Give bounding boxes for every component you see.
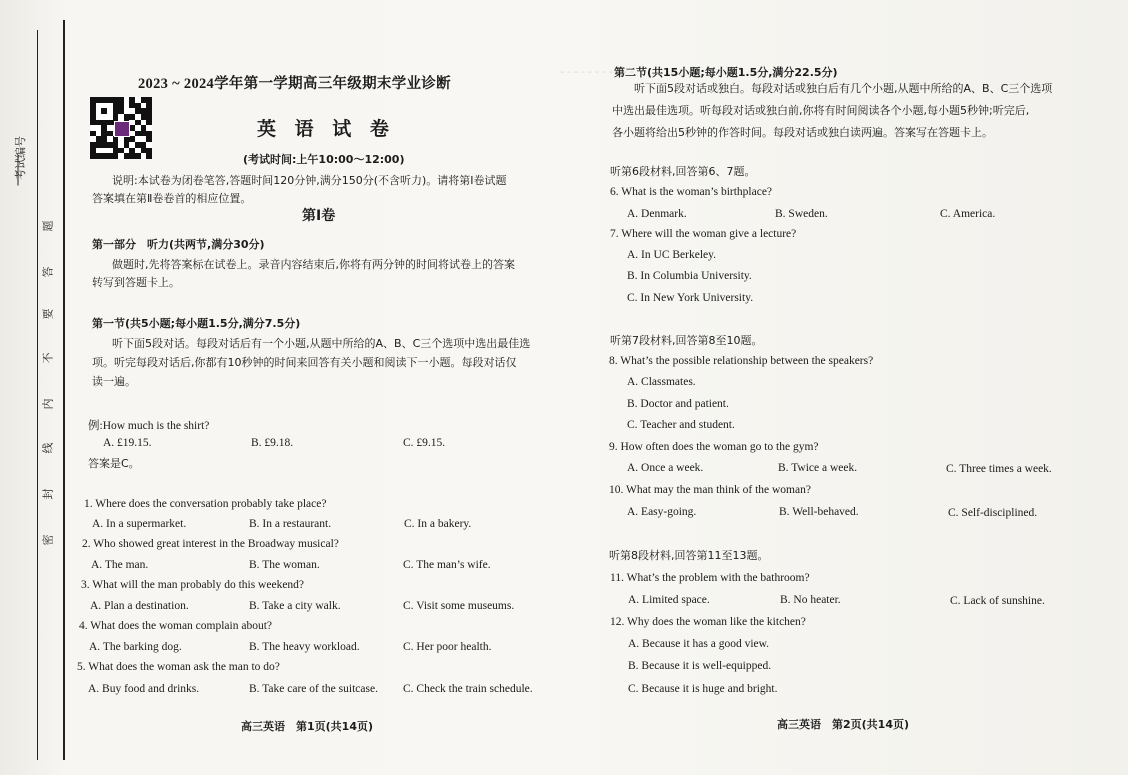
page-footer-left: 高三英语 第1页(共14页)	[241, 720, 374, 733]
section2-intro-line-3: 各小题将给出5秒钟的作答时间。每段对话或独白读两遍。答案写在答题卡上。	[612, 126, 993, 139]
binding-char: 封	[41, 488, 55, 500]
binding-char: 不	[41, 352, 55, 364]
question-6: 6. What is the woman’s birthplace?	[610, 186, 773, 198]
q9-option-c: C. Three times a week.	[946, 463, 1052, 475]
binding-char: 题	[41, 220, 55, 232]
q12-option-c: C. Because it is huge and bright.	[628, 683, 778, 695]
group-7-lead: 听第7段材料,回答第8至10题。	[610, 334, 763, 347]
binding-char: 线	[41, 442, 55, 454]
q9-option-b: B. Twice a week.	[778, 462, 858, 474]
q12-option-b: B. Because it is well-equipped.	[628, 660, 772, 672]
q1-option-a: A. In a supermarket.	[92, 518, 187, 530]
q3-option-b: B. Take a city walk.	[249, 600, 341, 612]
group-8-lead: 听第8段材料,回答第11至13题。	[609, 549, 769, 562]
question-8: 8. What’s the possible relationship between the speakers?	[609, 355, 874, 367]
exam-title: 2023 ~ 2024学年第一学期高三年级期末学业诊断	[138, 76, 451, 92]
binding-char: 要	[41, 308, 55, 320]
exam-time-note: (考试时间:上午10:00～12:00)	[243, 153, 405, 166]
exam-number-label: 考试编号	[14, 136, 27, 180]
example-question: 例:How much is the shirt?	[88, 420, 210, 432]
instructions-line-1: 说明:本试卷为闭卷笔答,答题时间120分钟,满分150分(不含听力)。请将第Ⅰ卷试题	[112, 174, 507, 187]
question-12: 12. Why does the woman like the kitchen?	[610, 616, 806, 628]
example-answer: 答案是C。	[88, 457, 140, 470]
example-option-b: B. £9.18.	[251, 437, 294, 449]
question-2: 2. Who showed great interest in the Broadway musical?	[82, 538, 339, 550]
q10-option-c: C. Self-disciplined.	[948, 507, 1038, 519]
q3-option-a: A. Plan a destination.	[90, 600, 189, 612]
question-10: 10. What may the man think of the woman?	[609, 484, 811, 496]
q6-option-a: A. Denmark.	[627, 208, 687, 220]
q2-option-a: A. The man.	[91, 559, 149, 571]
section1-intro-line-2: 项。听完每段对话后,你都有10秒钟的时间来回答有关小题和阅读下一小题。每段对话仅	[92, 356, 517, 369]
part1-intro-line-2: 转写到答题卡上。	[92, 276, 180, 289]
subject-title: 英 语 试 卷	[257, 118, 395, 140]
q4-option-c: C. Her poor health.	[403, 641, 492, 653]
q4-option-a: A. The barking dog.	[89, 641, 182, 653]
q11-option-a: A. Limited space.	[628, 594, 710, 606]
qr-module	[146, 153, 152, 159]
q12-option-a: A. Because it has a good view.	[628, 638, 770, 650]
exam-number-underline	[18, 156, 19, 186]
q11-option-c: C. Lack of sunshine.	[950, 595, 1045, 607]
binding-line-inner	[63, 20, 65, 760]
q6-option-b: B. Sweden.	[775, 208, 828, 220]
q7-option-b: B. In Columbia University.	[627, 270, 752, 282]
q3-option-c: C. Visit some museums.	[403, 600, 515, 612]
bleed-through-text: - - - - - - - - - - -	[560, 64, 634, 78]
qr-logo-icon	[114, 121, 130, 137]
group-6-lead: 听第6段材料,回答第6、7题。	[610, 165, 756, 178]
q1-option-b: B. In a restaurant.	[249, 518, 332, 530]
q9-option-a: A. Once a week.	[627, 462, 704, 474]
q7-option-c: C. In New York University.	[627, 292, 754, 304]
example-option-c: C. £9.15.	[403, 437, 446, 449]
section1-heading: 第一节(共5小题;每小题1.5分,满分7.5分)	[92, 317, 301, 330]
q8-option-a: A. Classmates.	[627, 376, 696, 388]
question-7: 7. Where will the woman give a lecture?	[610, 228, 797, 240]
q2-option-c: C. The man’s wife.	[403, 559, 491, 571]
page-footer-right: 高三英语 第2页(共14页)	[777, 718, 910, 731]
q8-option-b: B. Doctor and patient.	[627, 398, 729, 410]
section2-heading: 第二节(共15小题;每小题1.5分,满分22.5分)	[614, 66, 838, 79]
q5-option-a: A. Buy food and drinks.	[88, 683, 200, 695]
section1-intro-line-1: 听下面5段对话。每段对话后有一个小题,从题中所给的A、B、C三个选项中选出最佳选	[112, 337, 531, 350]
section2-intro-line-1: 听下面5段对话或独白。每段对话或独白后有几个小题,从题中所给的A、B、C三个选项	[634, 82, 1053, 95]
volume-title: 第Ⅰ卷	[302, 208, 336, 224]
instructions-line-2: 答案填在第Ⅱ卷卷首的相应位置。	[92, 192, 252, 205]
question-11: 11. What’s the problem with the bathroom?	[610, 572, 810, 584]
question-9: 9. How often does the woman go to the gym?	[609, 441, 819, 453]
part1-intro-line-1: 做题时,先将答案标在试卷上。录音内容结束后,你将有两分钟的时间将试卷上的答案	[112, 258, 515, 271]
q2-option-b: B. The woman.	[249, 559, 320, 571]
question-3: 3. What will the man probably do this weekend?	[81, 579, 305, 591]
q5-option-c: C. Check the train schedule.	[403, 683, 533, 695]
question-5: 5. What does the woman ask the man to do?	[77, 661, 280, 673]
q7-option-a: A. In UC Berkeley.	[627, 249, 716, 261]
binding-line-outer	[37, 30, 38, 760]
question-4: 4. What does the woman complain about?	[79, 620, 273, 632]
example-option-a: A. £19.15.	[103, 437, 152, 449]
q10-option-a: A. Easy-going.	[627, 506, 697, 518]
q4-option-b: B. The heavy workload.	[249, 641, 360, 653]
binding-char: 内	[41, 398, 55, 410]
binding-margin	[0, 0, 70, 775]
binding-char: 密	[41, 534, 55, 546]
q10-option-b: B. Well-behaved.	[779, 506, 859, 518]
q5-option-b: B. Take care of the suitcase.	[249, 683, 378, 695]
q8-option-c: C. Teacher and student.	[627, 419, 735, 431]
section2-intro-line-2: 中选出最佳选项。听每段对话或独白前,你将有时间阅读各个小题,每小题5秒钟;听完后,	[612, 104, 1030, 117]
q11-option-b: B. No heater.	[780, 594, 841, 606]
section1-intro-line-3: 读一遍。	[92, 375, 136, 388]
binding-char: 答	[41, 266, 55, 278]
question-1: 1. Where does the conversation probably take place?	[84, 498, 327, 510]
q1-option-c: C. In a bakery.	[404, 518, 472, 530]
q6-option-c: C. America.	[940, 208, 996, 220]
part1-heading: 第一部分 听力(共两节,满分30分)	[92, 238, 265, 251]
